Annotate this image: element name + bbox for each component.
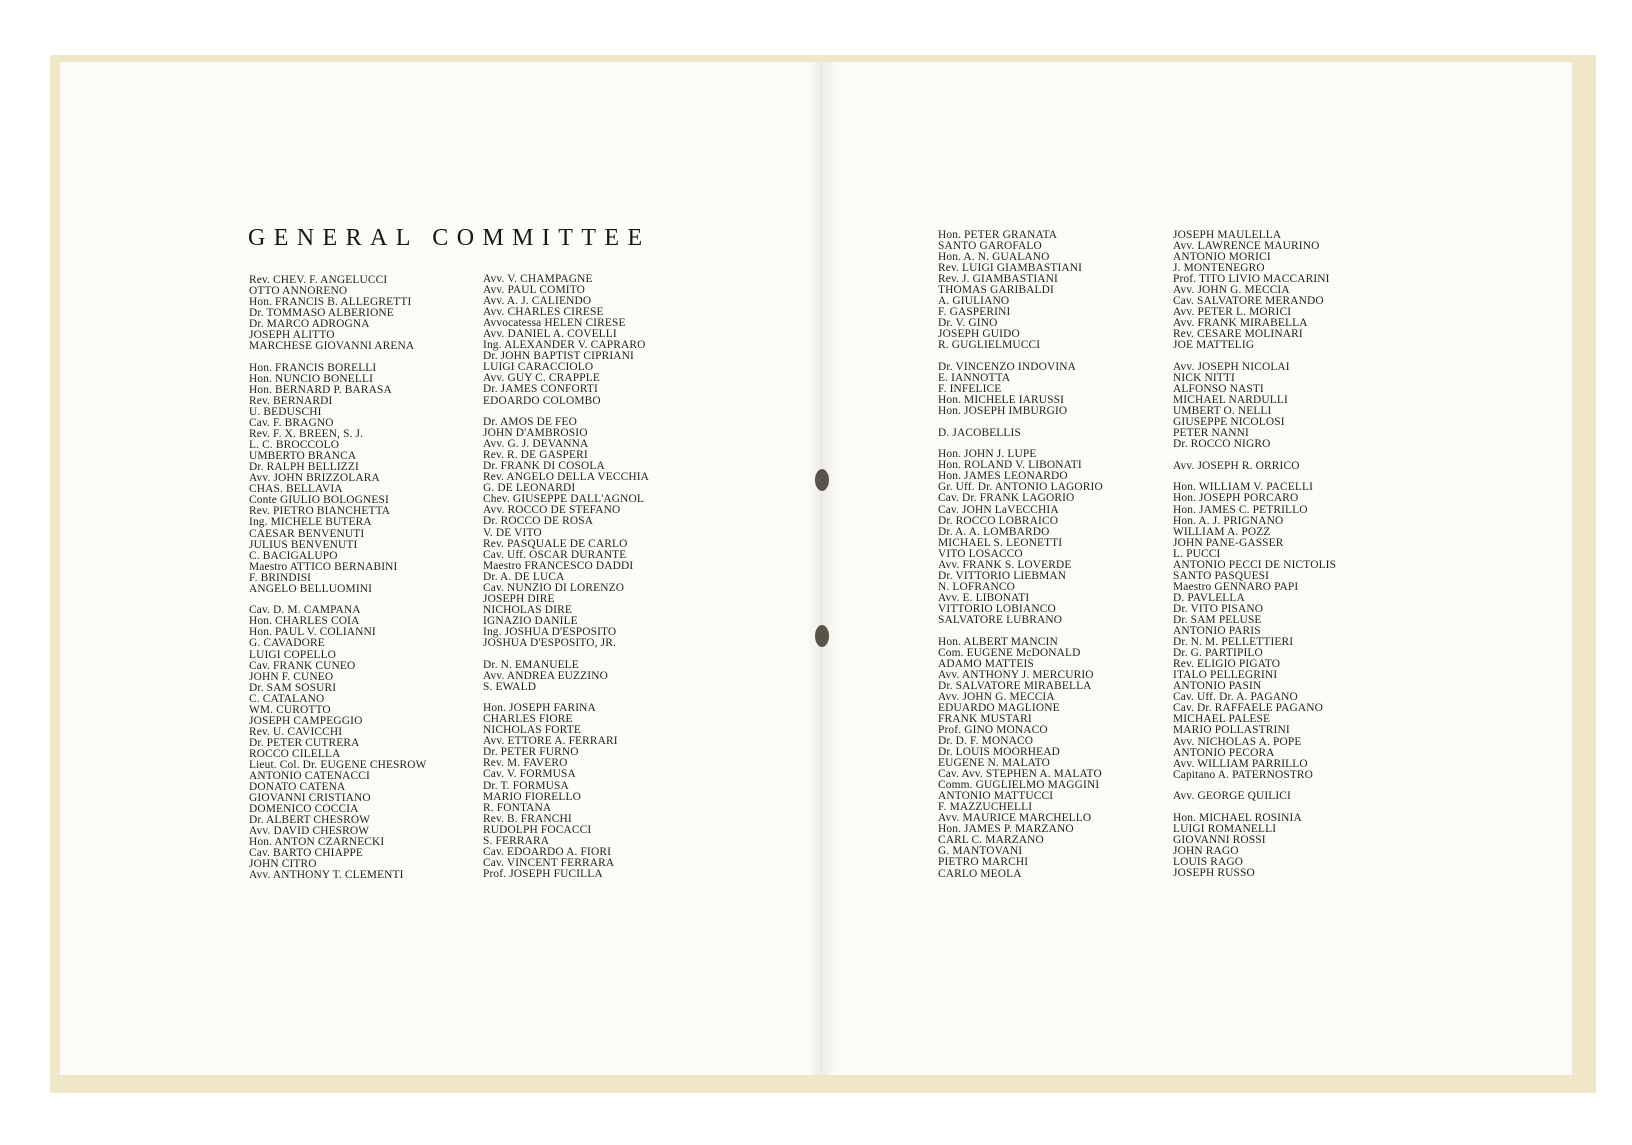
committee-member-name: Hon. WILLIAM V. PACELLI	[1173, 481, 1314, 494]
committee-member-name: Rev. PASQUALE DE CARLO	[483, 537, 628, 550]
committee-member-name: L. C. BROCCOLO	[249, 439, 340, 452]
committee-member-name: UMBERTO BRANCA	[249, 450, 357, 463]
committee-member-name: Dr. T. FORMUSA	[483, 779, 569, 792]
committee-member-name: MARIO POLLASTRINI	[1173, 724, 1290, 737]
name-group	[1173, 230, 1336, 352]
committee-member-name: CHAS. BELLAVIA	[249, 483, 343, 496]
committee-member-name: ROCCO CILELLA	[249, 747, 341, 760]
committee-member-name: Hon. ROLAND V. LIBONATI	[938, 459, 1082, 472]
name-group	[1173, 362, 1336, 450]
committee-member-name: Avv. ANTHONY J. MERCURIO	[938, 668, 1094, 681]
committee-member-name: JOHN CITRO	[249, 858, 317, 871]
committee-member-name: Cav. VINCENT FERRARA	[483, 856, 615, 869]
committee-member-name: L. PUCCI	[1173, 547, 1221, 560]
committee-member-name: JULIUS BENVENUTI	[249, 538, 358, 551]
committee-member-name: Cav. Avv. STEPHEN A. MALATO	[938, 768, 1102, 781]
committee-member-name: Dr. AMOS DE FEO	[483, 416, 578, 429]
committee-member-name: DOMENICO COCCIA	[249, 803, 359, 816]
committee-member-name: Gr. Uff. Dr. ANTONIO LAGORIO	[938, 481, 1103, 494]
committee-member-name: Avv. MAURICE MARCHELLO	[938, 812, 1092, 825]
name-group	[938, 637, 1103, 880]
committee-member-name: Maestro ATTICO BERNABINI	[249, 560, 398, 573]
committee-member-name: Avv. V. CHAMPAGNE	[483, 273, 593, 285]
committee-member-name: Dr. SAM PELUSE	[1173, 614, 1262, 626]
left-page	[60, 62, 821, 1075]
page-title: GENERAL COMMITTEE	[248, 225, 651, 251]
committee-member-name: Avv. DAVID CHESROW	[249, 825, 370, 838]
committee-member-name: CARL C. MARZANO	[938, 834, 1044, 847]
committee-member-name: Hon. PETER GRANATA	[938, 229, 1058, 241]
committee-member-name: ANTONIO PECORA	[1173, 746, 1275, 759]
committee-member-name: Rev. LUIGI GIAMBASTIANI	[938, 262, 1083, 275]
name-group	[483, 274, 649, 407]
committee-member-name: Avv. JOHN G. MECCIA	[938, 690, 1055, 703]
committee-member-name: ANTONIO MATTUCCI	[938, 790, 1054, 803]
committee-member-name: FRANK MUSTARI	[938, 712, 1032, 725]
committee-member-name: JOSEPH DIRE	[483, 592, 555, 605]
committee-member-name: F. INFELICE	[938, 383, 1002, 396]
committee-member-name: Dr. PETER FURNO	[483, 746, 579, 759]
committee-member-name: ITALO PELLEGRINI	[1173, 669, 1278, 682]
committee-member-name: LOUIS RAGO	[1173, 855, 1244, 868]
committee-member-name: Dr. ROCCO DE ROSA	[483, 515, 594, 528]
committee-member-name: ANGELO BELLUOMINI	[249, 582, 373, 595]
committee-member-name: Hon. MICHELE IARUSSI	[938, 394, 1065, 407]
committee-member-name: ALFONSO NASTI	[1173, 383, 1264, 396]
committee-member-name: Hon. JOSEPH IMBURGIO	[938, 405, 1068, 418]
committee-member-name: Avv. GUY C. CRAPPLE	[483, 372, 600, 385]
committee-member-name: Dr. TOMMASO ALBERIONE	[249, 307, 394, 320]
committee-member-name: Rev. R. DE GASPERI	[483, 449, 588, 462]
committee-member-name: Chev. GIUSEPPE DALL'AGNOL	[483, 493, 645, 506]
committee-member-name: D. PAVLELLA	[1173, 591, 1245, 604]
committee-member-name: Cav. F. BRAGNO	[249, 417, 334, 430]
committee-member-name: ANTONIO PASIN	[1173, 680, 1262, 693]
name-group	[249, 275, 427, 352]
committee-member-name: Maestro FRANCESCO DADDI	[483, 559, 634, 572]
committee-member-name: Comm. GUGLIELMO MAGGINI	[938, 779, 1100, 792]
committee-member-name: NICK NITTI	[1173, 372, 1235, 385]
committee-member-name: Dr. VITO PISANO	[1173, 602, 1264, 615]
committee-member-name: Avv. FRANK S. LOVERDE	[938, 558, 1072, 571]
committee-member-name: Dr. V. GINO	[938, 317, 998, 330]
committee-member-name: Rev. CHEV. F. ANGELUCCI	[249, 274, 388, 286]
committee-member-name: WM. CUROTTO	[249, 703, 331, 716]
binding-hole	[815, 469, 829, 491]
committee-member-name: A. GIULIANO	[938, 295, 1010, 308]
committee-member-name: C. BACIGALUPO	[249, 549, 338, 562]
committee-member-name: Avv. NICHOLAS A. POPE	[1173, 735, 1302, 748]
committee-member-name: Cav. BARTO CHIAPPE	[249, 847, 364, 860]
committee-member-name: EDUARDO MAGLIONE	[938, 701, 1060, 714]
name-group	[1173, 461, 1336, 472]
committee-member-name: Avvocatessa HELEN CIRESE	[483, 317, 626, 330]
committee-member-name: Dr. A. A. LOMBARDO	[938, 525, 1050, 538]
committee-member-name: JOHN PANE-GASSER	[1173, 536, 1284, 549]
committee-member-name: Hon. PAUL V. COLIANNI	[249, 626, 376, 639]
name-group	[249, 605, 427, 881]
committee-member-name: Cav. Dr. FRANK LAGORIO	[938, 492, 1075, 505]
committee-member-name: Cav. V. FORMUSA	[483, 768, 576, 781]
committee-member-name: Avv. PAUL COMITO	[483, 284, 585, 297]
committee-member-name: Avv. FRANK MIRABELLA	[1173, 317, 1308, 330]
committee-member-name: Avv. PETER L. MORICI	[1173, 306, 1292, 319]
committee-member-name: GIUSEPPE NICOLOSI	[1173, 416, 1285, 429]
committee-member-name: Dr. SALVATORE MIRABELLA	[938, 679, 1092, 692]
committee-member-name: Maestro GENNARO PAPI	[1173, 580, 1299, 593]
committee-member-name: PIETRO MARCHI	[938, 856, 1029, 869]
committee-member-name: Dr. MARCO ADROGNA	[249, 318, 370, 331]
committee-member-name: Avv. ETTORE A. FERRARI	[483, 735, 618, 748]
committee-member-name: Avv. CHARLES CIRESE	[483, 306, 604, 319]
committee-member-name: Cav. D. M. CAMPANA	[249, 604, 361, 617]
committee-member-name: NICHOLAS FORTE	[483, 724, 581, 737]
committee-member-name: LUIGI CARACCIOLO	[483, 361, 594, 374]
names-column-2	[483, 274, 649, 890]
committee-member-name: VITTORIO LOBIANCO	[938, 602, 1056, 615]
committee-member-name: Hon. BERNARD P. BARASA	[249, 383, 392, 396]
committee-member-name: Rev. CESARE MOLINARI	[1173, 328, 1303, 341]
committee-member-name: Rev. BERNARDI	[249, 394, 333, 407]
committee-member-name: LUIGI COPELLO	[249, 648, 337, 661]
names-column-3	[938, 230, 1103, 890]
committee-member-name: OTTO ANNORENO	[249, 285, 348, 298]
committee-member-name: Hon. JOHN J. LUPE	[938, 448, 1037, 461]
committee-member-name: Avv. ANDREA EUZZINO	[483, 669, 608, 682]
committee-member-name: U. BEDUSCHI	[249, 406, 322, 419]
committee-member-name: NICHOLAS DIRE	[483, 603, 572, 616]
committee-member-name: S. FERRARA	[483, 834, 550, 847]
committee-member-name: SANTO GAROFALO	[938, 240, 1042, 253]
committee-member-name: Hon. JOSEPH FARINA	[483, 702, 596, 715]
committee-member-name: SALVATORE LUBRANO	[938, 614, 1063, 626]
committee-member-name: J. MONTENEGRO	[1173, 262, 1265, 275]
committee-member-name: JOSEPH CAMPEGGIO	[249, 714, 363, 727]
committee-member-name: ANTONIO PECCI DE NICTOLIS	[1173, 558, 1337, 571]
committee-member-name: VITO LOSACCO	[938, 547, 1023, 560]
name-group	[483, 417, 649, 649]
name-group	[1173, 791, 1336, 802]
name-group	[938, 428, 1103, 439]
committee-member-name: CAESAR BENVENUTI	[249, 527, 365, 540]
committee-member-name: ANTONIO MORICI	[1173, 251, 1271, 264]
committee-member-name: Dr. D. F. MONACO	[938, 734, 1034, 747]
committee-member-name: JOSEPH MAULELLA	[1173, 229, 1282, 241]
committee-member-name: Hon. JAMES P. MARZANO	[938, 823, 1074, 836]
committee-member-name: Rev. ANGELO DELLA VECCHIA	[483, 471, 650, 484]
committee-member-name: F. GASPERINI	[938, 306, 1011, 319]
committee-member-name: JOSEPH RUSSO	[1173, 866, 1255, 879]
committee-member-name: V. DE VITO	[483, 526, 542, 539]
committee-member-name: Prof. TITO LIVIO MACCARINI	[1173, 273, 1330, 286]
committee-member-name: C. CATALANO	[249, 692, 325, 705]
committee-member-name: JOE MATTELIG	[1173, 339, 1255, 352]
committee-member-name: Conte GIULIO BOLOGNESI	[249, 494, 389, 507]
committee-member-name: JOHN RAGO	[1173, 844, 1239, 857]
committee-member-name: S. EWALD	[483, 680, 537, 693]
committee-member-name: JOSEPH GUIDO	[938, 328, 1020, 341]
committee-member-name: Lieut. Col. Dr. EUGENE CHESROW	[249, 758, 427, 771]
name-group	[938, 449, 1103, 626]
committee-member-name: Cav. NUNZIO DI LORENZO	[483, 581, 625, 594]
committee-member-name: Hon. MICHAEL ROSINIA	[1173, 811, 1302, 824]
committee-member-name: Avv. JOSEPH NICOLAI	[1173, 361, 1290, 374]
committee-member-name: MICHAEL PALESE	[1173, 713, 1271, 726]
committee-member-name: Dr. FRANK DI COSOLA	[483, 460, 605, 473]
committee-member-name: Hon. JAMES LEONARDO	[938, 470, 1068, 483]
committee-member-name: Avv. JOHN BRIZZOLARA	[249, 472, 380, 485]
committee-member-name: G. MANTOVANI	[938, 845, 1023, 858]
committee-member-name: Avv. ROCCO DE STEFANO	[483, 504, 621, 517]
committee-member-name: Cav. Dr. RAFFAELE PAGANO	[1173, 702, 1324, 715]
committee-member-name: R. GUGLIELMUCCI	[938, 339, 1041, 352]
committee-member-name: Hon. FRANCIS BORELLI	[249, 361, 377, 374]
committee-member-name: Dr. ALBERT CHESROW	[249, 814, 371, 827]
committee-member-name: Avv. GEORGE QUILICI	[1173, 790, 1292, 803]
committee-member-name: Rev. J. GIAMBASTIANI	[938, 273, 1058, 286]
name-group	[938, 362, 1103, 417]
committee-member-name: Avv. A. J. CALIENDO	[483, 295, 592, 308]
committee-member-name: Cav. EDOARDO A. FIORI	[483, 845, 612, 858]
committee-member-name: Avv. WILLIAM PARRILLO	[1173, 757, 1308, 770]
committee-member-name: Ing. ALEXANDER V. CAPRARO	[483, 339, 646, 352]
committee-member-name: Rev. ELIGIO PIGATO	[1173, 658, 1281, 671]
committee-member-name: Dr. VITTORIO LIEBMAN	[938, 569, 1067, 582]
committee-member-name: Hon. ALBERT MANCIN	[938, 635, 1058, 648]
committee-member-name: Avv. G. J. DEVANNA	[483, 438, 589, 451]
committee-member-name: Hon. A. J. PRIGNANO	[1173, 514, 1284, 527]
committee-member-name: Dr. JAMES CONFORTI	[483, 383, 598, 396]
committee-member-name: Dr. LOUIS MOORHEAD	[938, 746, 1060, 759]
committee-member-name: E. IANNOTTA	[938, 372, 1011, 385]
committee-member-name: ADAMO MATTEIS	[938, 657, 1034, 670]
committee-member-name: G. DE LEONARDI	[483, 482, 576, 495]
committee-member-name: Dr. N. M. PELLETTIERI	[1173, 636, 1294, 649]
name-group	[483, 703, 649, 880]
committee-member-name: MICHAEL S. LEONETTI	[938, 536, 1063, 549]
committee-member-name: Avv. LAWRENCE MAURINO	[1173, 240, 1320, 253]
name-group	[938, 230, 1103, 352]
committee-member-name: Capitano A. PATERNOSTRO	[1173, 768, 1314, 781]
committee-member-name: Cav. FRANK CUNEO	[249, 659, 356, 672]
committee-member-name: Dr. A. DE LUCA	[483, 570, 565, 583]
committee-member-name: Ing. JOSHUA D'ESPOSITO	[483, 625, 617, 638]
committee-member-name: Prof. GINO MONACO	[938, 723, 1048, 736]
committee-member-name: Com. EUGENE McDONALD	[938, 646, 1081, 659]
committee-member-name: SANTO PASQUESI	[1173, 569, 1270, 582]
committee-member-name: Dr. N. EMANUELE	[483, 658, 579, 671]
committee-member-name: Dr. JOHN BAPTIST CIPRIANI	[483, 350, 634, 363]
committee-member-name: JOHN F. CUNEO	[249, 670, 334, 683]
committee-member-name: MARIO FIORELLO	[483, 790, 581, 803]
committee-member-name: JOSEPH ALITTO	[249, 329, 335, 342]
committee-member-name: Dr. RALPH BELLIZZI	[249, 461, 359, 474]
committee-member-name: R. FONTANA	[483, 801, 552, 814]
committee-member-name: Cav. SALVATORE MERANDO	[1173, 295, 1324, 308]
committee-member-name: MARCHESE GIOVANNI ARENA	[249, 340, 415, 353]
committee-member-name: G. CAVADORE	[249, 637, 325, 650]
committee-member-name: Cav. JOHN LaVECCHIA	[938, 503, 1059, 516]
committee-member-name: Hon. ANTON CZARNECKI	[249, 836, 385, 849]
committee-member-name: Avv. ANTHONY T. CLEMENTI	[249, 869, 404, 882]
committee-member-name: EDOARDO COLOMBO	[483, 394, 601, 407]
committee-member-name: Hon. FRANCIS B. ALLEGRETTI	[249, 296, 412, 309]
committee-member-name: Rev. F. X. BREEN, S. J.	[249, 428, 364, 441]
committee-member-name: Hon. JAMES C. PETRILLO	[1173, 503, 1308, 516]
committee-member-name: Avv. JOSEPH R. ORRICO	[1173, 459, 1300, 472]
committee-member-name: IGNAZIO DANILE	[483, 614, 578, 627]
committee-member-name: Avv. E. LIBONATI	[938, 591, 1030, 604]
committee-member-name: Dr. SAM SOSURI	[249, 681, 337, 694]
committee-member-name: PETER NANNI	[1173, 427, 1250, 440]
names-column-1	[249, 275, 427, 892]
committee-member-name: CARLO MEOLA	[938, 867, 1022, 880]
committee-member-name: EUGENE N. MALATO	[938, 757, 1050, 770]
committee-member-name: JOSHUA D'ESPOSITO, JR.	[483, 637, 617, 649]
committee-member-name: THOMAS GARIBALDI	[938, 284, 1054, 297]
committee-member-name: Rev. U. CAVICCHI	[249, 725, 343, 738]
committee-member-name: Dr. ROCCO NIGRO	[1173, 438, 1271, 451]
committee-member-name: Dr. VINCENZO INDOVINA	[938, 361, 1077, 374]
committee-member-name: WILLIAM A. POZZ	[1173, 525, 1271, 538]
committee-member-name: Rev. B. FRANCHI	[483, 812, 572, 825]
committee-member-name: MICHAEL NARDULLI	[1173, 394, 1288, 407]
committee-member-name: Dr. PETER CUTRERA	[249, 736, 360, 749]
committee-member-name: LUIGI ROMANELLI	[1173, 822, 1277, 835]
committee-member-name: F. MAZZUCHELLI	[938, 801, 1033, 814]
committee-member-name: DONATO CATENA	[249, 781, 346, 794]
committee-member-name: CHARLES FIORE	[483, 713, 573, 726]
names-column-4	[1173, 230, 1336, 890]
committee-member-name: GIOVANNI CRISTIANO	[249, 792, 371, 805]
committee-member-name: Hon. JOSEPH PORCARO	[1173, 492, 1299, 505]
committee-member-name: ANTONIO CATENACCI	[249, 770, 370, 783]
committee-member-name: N. LOFRANCO	[938, 580, 1015, 593]
committee-member-name: GIOVANNI ROSSI	[1173, 833, 1266, 846]
committee-member-name: Rev. M. FAVERO	[483, 757, 568, 770]
committee-member-name: Rev. PIETRO BIANCHETTA	[249, 505, 391, 518]
committee-member-name: Prof. JOSEPH FUCILLA	[483, 867, 603, 880]
committee-member-name: Avv. JOHN G. MECCIA	[1173, 284, 1290, 297]
committee-member-name: F. BRINDISI	[249, 571, 312, 584]
committee-member-name: Dr. ROCCO LOBRAICO	[938, 514, 1059, 527]
committee-member-name: Hon. CHARLES COIA	[249, 615, 360, 628]
committee-member-name: RUDOLPH FOCACCI	[483, 823, 592, 836]
committee-member-name: Ing. MICHELE BUTERA	[249, 516, 372, 529]
committee-member-name: Cav. Uff. Dr. A. PAGANO	[1173, 691, 1298, 704]
committee-member-name: JOHN D'AMBROSIO	[483, 427, 588, 440]
name-group	[1173, 813, 1336, 879]
committee-member-name: Dr. G. PARTIPILO	[1173, 647, 1263, 660]
committee-member-name: ANTONIO PARIS	[1173, 625, 1261, 638]
binding-hole	[815, 625, 829, 647]
name-group	[483, 660, 649, 693]
name-group	[249, 363, 427, 595]
committee-member-name: Cav. Uff. OSCAR DURANTE	[483, 548, 627, 561]
committee-member-name: UMBERT O. NELLI	[1173, 405, 1272, 418]
committee-member-name: D. JACOBELLIS	[938, 426, 1021, 439]
committee-member-name: Avv. DANIEL A. COVELLI	[483, 328, 617, 341]
committee-member-name: Hon. NUNCIO BONELLI	[249, 372, 374, 385]
committee-member-name: Hon. A. N. GUALANO	[938, 251, 1050, 264]
name-group	[1173, 482, 1336, 780]
